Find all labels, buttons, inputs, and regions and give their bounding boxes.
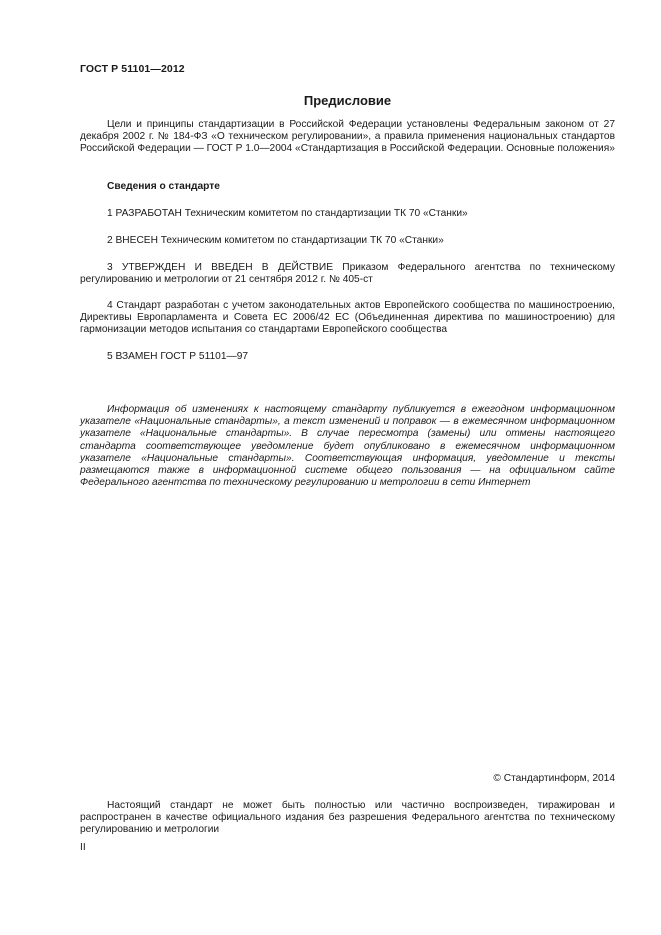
list-item: 1 РАЗРАБОТАН Техническим комитетом по стандартизации ТК 70 «Станки» [107,208,468,219]
copyright-line: © Стандартинформ, 2014 [493,773,615,784]
reprint-notice: Настоящий стандарт не может быть полностью или частично воспроизведен, тиражирован и распространен в качестве официального издания без разрешения Федерального агентства по техническому регулированию и метрологии [80,800,615,836]
list-item: 4 Стандарт разработан с учетом законодательных актов Европейского сообщества по машиностроению, Директивы Европарламента и Совета ЕС 2006/42 ЕС (Объединенная директива по машиностроению) для гармонизации методов испытания со стандартами Европейского сообщества [80,300,615,336]
page-number: II [80,842,86,853]
list-item: 2 ВНЕСЕН Техническим комитетом по стандартизации ТК 70 «Станки» [107,235,444,246]
list-item: 5 ВЗАМЕН ГОСТ Р 51101—97 [107,351,249,362]
preface-intro: Цели и принципы стандартизации в Российской Федерации установлены Федеральным законом от 27 декабря 2002 г. № 184-ФЗ «О техническом регулировании», а правила применения национальных стандартов Российской Федерации — ГОСТ Р 1.0—2004 «Стандартизация в Российской Федерации. Основные положения» [80,119,615,155]
section-subheading: Сведения о стандарте [107,181,220,192]
page-title: Предисловие [303,93,392,108]
document-code: ГОСТ Р 51101—2012 [80,63,185,75]
list-item: 3 УТВЕРЖДЕН И ВВЕДЕН В ДЕЙСТВИЕ Приказом Федерального агентства по техническому регулированию и метрологии от 21 сентября 2012 г. № 405-ст [80,262,615,286]
info-notice: Информация об изменениях к настоящему стандарту публикуется в ежегодном информационном указателе «Национальные стандарты», а текст изменений и поправок — в ежемесячном информационном указателе «Национальные стандарты». В случае пересмотра (замены) или отмены настоящего стандарта соответствующее уведомление будет опубликовано в ежемесячном информационном указателе «Национальные стандарты». Соответствующая информация, уведомление и тексты размещаются также в информационной системе общего пользования — на официальном сайте Федерального агентства по техническому регулированию и метрологии в сети Интернет [80,404,615,489]
